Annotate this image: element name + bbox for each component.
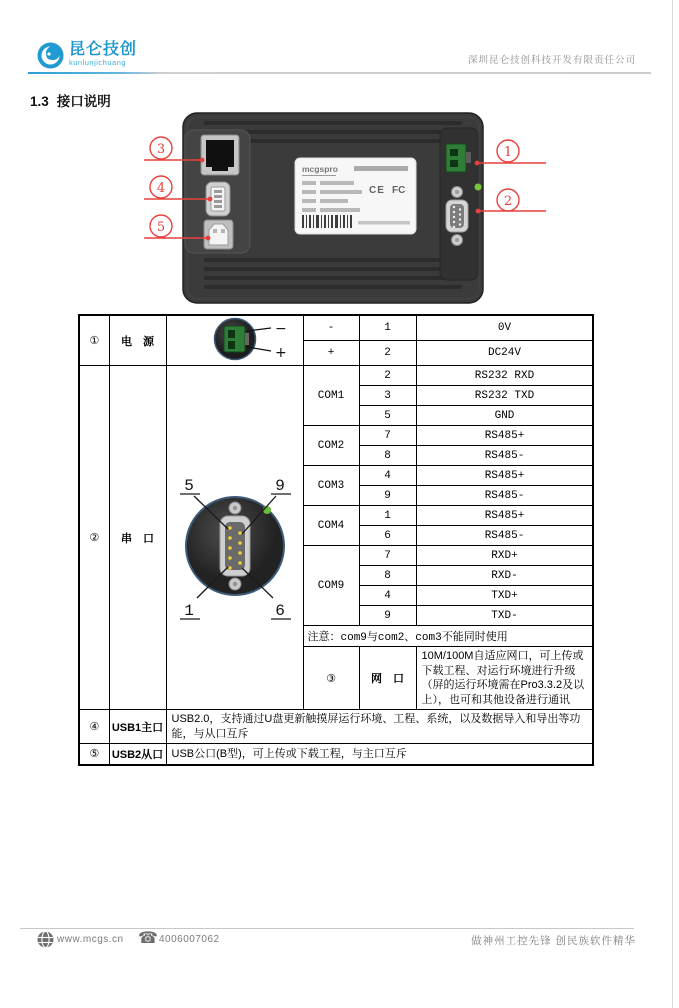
brand-name: 昆仑技创 [69,41,138,58]
db9-pin6-label: 6 [274,602,285,620]
status-led [475,184,482,191]
label-brand: mcgspro [302,164,338,174]
callout-1 [475,140,546,165]
ethernet-port [201,135,239,175]
row-number-usb1: ④ [79,710,109,744]
power-connector-image [166,315,303,366]
row-name-lan: 网 口 [359,647,416,710]
footer-divider [20,928,634,929]
signal-cell: RS485+ [416,466,593,486]
pin-cell: 8 [359,566,416,586]
pin-cell: 8 [359,446,416,466]
com-group-cell: COM3 [303,466,359,506]
usb-b-port [204,220,233,249]
signal-cell: RS485+ [416,506,593,526]
phone-icon: ☎ [138,930,158,947]
svg-text:3: 3 [156,142,166,157]
svg-text:5: 5 [156,220,166,235]
signal-cell: RS485- [416,486,593,506]
brand-subname: kunlunjichuang [69,58,127,67]
com-group-cell: COM4 [303,506,359,546]
row-number-lan: ③ [303,647,359,710]
signal-cell: RS485- [416,446,593,466]
row-name-serial: 串 口 [109,366,166,710]
left-port-panel [185,130,250,253]
pin-cell: 2 [359,366,416,386]
minus-label: − [274,321,287,337]
db9-pin9-label: 9 [274,477,285,495]
row-name-power: 电 源 [109,315,166,366]
pin-cell: 1 [359,315,416,340]
row-number-serial: ② [79,366,109,710]
svg-text:2: 2 [503,194,513,209]
callout-2 [476,189,546,213]
signal-cell: DC24V [416,340,593,365]
svg-text:4: 4 [156,181,166,196]
section-number: 1.3 [30,94,49,109]
signal-cell: RXD- [416,566,593,586]
ce-mark: CE [369,185,385,196]
section-title-text: 接口说明 [56,94,111,109]
fcc-mark: FC [392,185,406,196]
row-name-usb1: USB1主口 [109,710,166,744]
row-number-power: ① [79,315,109,366]
signal-cell: GND [416,406,593,426]
pin-cell: 2 [359,340,416,365]
signal-cell: RS485- [416,526,593,546]
logo-swirl-icon [37,42,64,69]
header-divider [28,72,651,74]
com-group-cell: COM9 [303,546,359,626]
signal-cell: 0V [416,315,593,340]
pin-cell: 3 [359,386,416,406]
row-number-usb2: ⑤ [79,744,109,765]
label-footnote-bar [358,221,410,225]
db9-pin5-label: 5 [183,477,194,495]
signal-cell: RS232 TXD [416,386,593,406]
table-row [79,710,593,744]
company-logo [37,42,137,69]
footer-website: www.mcgs.cn [57,934,124,945]
device-back-diagram [140,108,550,313]
interface-spec-table [78,314,594,766]
table-row [79,744,593,765]
pin-cell: 4 [359,466,416,486]
footer-slogan: 做神州工控先锋 创民族软件精华 [471,935,636,947]
serial-note: 注意：com9与com2、com3不能同时使用 [303,626,593,647]
pin-cell: 4 [359,586,416,606]
plus-label: + [274,345,287,361]
usb1-description: USB2.0，支持通过U盘更新触摸屏运行环境、工程、系统，以及数据导入和导出等功能，与从口互斥 [166,710,593,744]
pin-cell: 9 [359,486,416,506]
row-name-usb2: USB2从口 [109,744,166,765]
table-row [79,366,593,386]
polarity-cell: - [303,315,359,340]
pin-cell: 6 [359,526,416,546]
device-label [295,158,416,234]
polarity-cell: + [303,340,359,365]
db9-zoom-image [166,366,303,710]
section-title [30,90,111,110]
page-edge-line [672,0,673,1008]
signal-cell: RS485+ [416,426,593,446]
signal-cell: TXD+ [416,586,593,606]
pin-cell: 5 [359,406,416,426]
website-icon [37,931,54,948]
table-row [79,315,593,340]
footer-phone: 4006007062 [159,934,220,945]
com-group-cell: COM1 [303,366,359,426]
lan-description: 10M/100M自适应网口，可上传或下载工程、对运行环境进行升级（屏的运行环境需在Pro3.3.2及以上），也可和其他设备进行通讯 [416,647,593,710]
db9-pin1-label: 1 [183,602,194,620]
pin-cell: 9 [359,606,416,626]
com-group-cell: COM2 [303,426,359,466]
signal-cell: RXD+ [416,546,593,566]
svg-text:1: 1 [503,145,513,160]
pin-cell: 7 [359,546,416,566]
signal-cell: RS232 RXD [416,366,593,386]
right-port-panel [440,128,482,280]
company-name: 深圳昆仑技创科技开发有限责任公司 [467,55,636,66]
usb2-description: USB公口(B型)，可上传或下载工程，与主口互斥 [166,744,593,765]
pin-cell: 7 [359,426,416,446]
pin-cell: 1 [359,506,416,526]
signal-cell: TXD- [416,606,593,626]
